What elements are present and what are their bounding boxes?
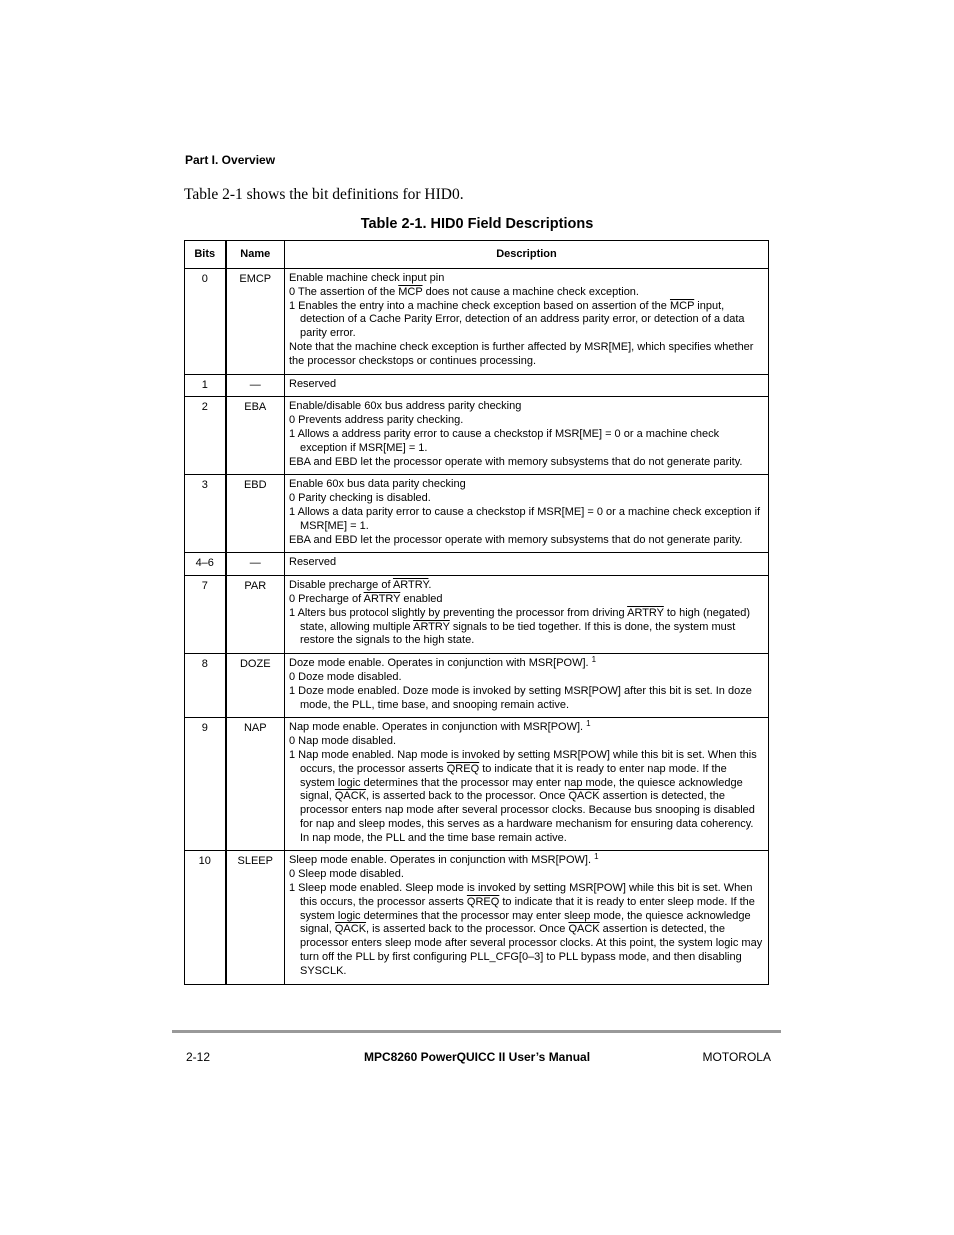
table-row xyxy=(185,553,769,576)
text-segment: to high (negated) state, allowing multiple xyxy=(300,606,751,633)
description-line xyxy=(289,579,764,593)
cell-name: EBA xyxy=(226,397,285,475)
description-line xyxy=(289,882,764,979)
text-segment: enabled xyxy=(400,592,443,605)
text-segment: signals to be tied together. If this is done, the system must restore the signals to the high state. xyxy=(300,620,736,647)
text-segment: 1 Enables the entry into a machine check exception based on assertion of the xyxy=(289,299,670,312)
cell-bits: 8 xyxy=(185,654,226,718)
description-line xyxy=(289,478,764,492)
description-line xyxy=(289,400,764,414)
text-segment: 0 Doze mode disabled. xyxy=(289,670,402,683)
text-segment: Disable precharge of xyxy=(289,579,393,592)
description-line xyxy=(289,671,764,685)
cell-bits: 10 xyxy=(185,851,226,984)
description-line xyxy=(289,593,764,607)
text-segment: 1 Allows a data parity error to cause a checkstop if MSR[ME] = 0 or a machine check exception if MSR[ME] = 1. xyxy=(289,505,761,532)
text-segment: Enable 60x bus data parity checking xyxy=(289,478,466,491)
text-segment: Nap mode enable. Operates in conjunction with MSR[POW]. xyxy=(289,721,587,734)
description-line xyxy=(289,286,764,300)
manual-title: MPC8260 PowerQUICC II User’s Manual xyxy=(363,1050,591,1064)
active-low-signal: $\overline{MCP}$ xyxy=(398,285,423,298)
table-row xyxy=(185,397,769,475)
cell-description xyxy=(285,654,769,718)
column-header-name: Name xyxy=(226,241,285,269)
table-header-row xyxy=(185,241,769,269)
text-segment: 1 Sleep mode enabled. Sleep mode is invoked by setting MSR[POW] while this bit is set. When this occurs, the processor asserts xyxy=(289,882,753,908)
cell-description xyxy=(285,851,769,984)
footnote-marker: 1 xyxy=(594,852,599,862)
cell-description xyxy=(285,397,769,475)
text-segment: . xyxy=(428,579,432,592)
description-line xyxy=(289,341,764,369)
cell-description xyxy=(285,553,769,576)
intro-paragraph: Table 2-1 shows the bit definitions for HID0. xyxy=(184,186,464,203)
text-segment: 0 Precharge of xyxy=(289,592,364,605)
table-row xyxy=(185,576,769,654)
text-segment: to indicate that it is ready to enter sleep mode. If the system logic determines that the processor may enter sleep mode, the quiesce acknowledge signal, xyxy=(300,895,755,936)
text-segment: 0 Prevents address parity checking. xyxy=(289,414,464,427)
description-line xyxy=(289,685,764,713)
text-segment: Reserved xyxy=(289,377,337,390)
footnote-marker: 1 xyxy=(591,655,597,665)
cell-name: — xyxy=(226,374,285,397)
column-header-description: Description xyxy=(285,241,769,269)
text-segment: , is asserted back to the processor. Once xyxy=(366,790,569,803)
table-row xyxy=(185,654,769,718)
cell-description xyxy=(285,475,769,553)
text-segment: 0 The assertion of the xyxy=(289,285,399,298)
text-segment: Note that the machine check exception is further affected by MSR[ME], which specifies whether the processor checkstops or continues processing. xyxy=(289,340,754,367)
active-low-signal: QREQ xyxy=(466,895,500,908)
text-segment: assertion is detected, the processor enters nap mode after several processor clocks. Because bus snooping is disabled for nap and sleep modes, this serves as a hardware mechanism for ensuring data coherency. In nap mode, the PLL and the time base remain active. xyxy=(300,790,755,844)
description-line xyxy=(289,300,764,341)
text-segment: to indicate that it is ready to enter nap mode. If the system logic determines that the processor may enter nap mode, the quiesce acknowledge signal, xyxy=(300,762,743,803)
text-segment: does not cause a machine check exception. xyxy=(422,285,639,298)
text-segment: EBA and EBD let the processor operate with memory subsystems that do not generate parity. xyxy=(289,533,743,546)
active-low-signal: $\overline{MCP}$ xyxy=(669,299,695,312)
text-segment: Enable/disable 60x bus address parity checking xyxy=(289,400,522,413)
text-segment: 1 Allows a address parity error to cause a checkstop if MSR[ME] = 0 or a machine check exception if MSR[ME] = 1. xyxy=(289,427,720,454)
column-header-bits: Bits xyxy=(185,241,226,269)
description-line xyxy=(289,854,764,868)
active-low-signal: ARTRY xyxy=(392,579,429,592)
text-segment: 0 Nap mode disabled. xyxy=(289,735,397,748)
text-segment: assertion is detected, the processor enters sleep mode after several processor clocks. At this point, the system logic may turn off the PLL by first configuring PLL_CFG[0–3] to PLL bypass mode, and then disabling SYSCLK. xyxy=(300,923,763,977)
active-low-signal: ARTRY xyxy=(627,606,664,619)
active-low-signal: ARTRY xyxy=(413,620,450,633)
active-low-signal: QACK xyxy=(568,923,600,936)
cell-description xyxy=(285,576,769,654)
description-line xyxy=(289,607,764,648)
page-number: 2-12 xyxy=(186,1050,211,1064)
text-segment: 1 Nap mode enabled. Nap mode is invoked by setting MSR[POW] while this bit is set. When this occurs, the processor asserts xyxy=(289,748,757,775)
cell-name: DOZE xyxy=(226,654,285,718)
cell-description xyxy=(285,374,769,397)
footer-rule xyxy=(172,1030,781,1033)
text-segment: Doze mode enable. Operates in conjunction with MSR[POW]. xyxy=(289,657,592,670)
text-segment: , is asserted back to the processor. Once xyxy=(366,923,569,936)
cell-name: PAR xyxy=(226,576,285,654)
cell-name: EBD xyxy=(226,475,285,553)
description-line xyxy=(289,456,764,470)
active-low-signal: QACK xyxy=(568,790,600,803)
table-caption: Table 2-1. HID0 Field Descriptions xyxy=(360,216,594,232)
cell-bits: 1 xyxy=(185,374,226,397)
footnote-marker: 1 xyxy=(586,719,591,729)
description-line xyxy=(289,272,764,286)
table-row xyxy=(185,269,769,375)
active-low-signal: ARTRY xyxy=(363,592,401,605)
table-row xyxy=(185,718,769,851)
text-segment: Enable machine check input pin xyxy=(289,272,445,284)
company-name: MOTOROLA xyxy=(702,1050,771,1064)
description-line xyxy=(289,414,764,428)
description-line xyxy=(289,556,764,570)
cell-name: EMCP xyxy=(226,269,285,375)
active-low-signal: QACK xyxy=(334,923,367,936)
cell-name: SLEEP xyxy=(226,851,285,984)
cell-bits: 7 xyxy=(185,576,226,654)
table-row xyxy=(185,475,769,553)
text-segment: 1 Alters bus protocol slightly by preventing the processor from driving xyxy=(289,606,628,619)
table-row xyxy=(185,851,769,984)
description-line xyxy=(289,428,764,456)
running-header: Part I. Overview xyxy=(185,153,276,167)
text-segment: EBA and EBD let the processor operate with memory subsystems that do not generate parity. xyxy=(289,455,743,468)
description-line xyxy=(289,506,764,534)
cell-description xyxy=(285,269,769,375)
cell-bits: 0 xyxy=(185,269,226,375)
description-line xyxy=(289,721,764,735)
text-segment: Reserved xyxy=(289,556,337,569)
cell-description xyxy=(285,718,769,851)
description-line xyxy=(289,534,764,548)
cell-bits: 9 xyxy=(185,718,226,851)
description-line xyxy=(289,868,764,882)
cell-bits: 2 xyxy=(185,397,226,475)
active-low-signal: QREQ xyxy=(446,762,480,775)
active-low-signal: QACK xyxy=(334,790,367,803)
text-segment: input, detection of a Cache Parity Error, detection of an address parity error, or detection of a data parity error. xyxy=(300,299,745,340)
text-segment: 0 Parity checking is disabled. xyxy=(289,492,431,505)
cell-bits: 3 xyxy=(185,475,226,553)
description-line xyxy=(289,735,764,749)
cell-bits: 4–6 xyxy=(185,553,226,576)
description-line xyxy=(289,378,764,392)
hid0-field-table xyxy=(184,240,769,985)
description-line xyxy=(289,657,764,671)
table-row xyxy=(185,374,769,397)
text-segment: 1 Doze mode enabled. Doze mode is invoked by setting MSR[POW] after this bit is set. In doze mode, the PLL, time base, and snooping remain active. xyxy=(289,684,752,711)
text-segment: 0 Sleep mode disabled. xyxy=(289,868,404,881)
description-line xyxy=(289,749,764,846)
text-segment: Sleep mode enable. Operates in conjunction with MSR[POW]. xyxy=(289,854,595,867)
cell-name: NAP xyxy=(226,718,285,851)
description-line xyxy=(289,492,764,506)
cell-name: — xyxy=(226,553,285,576)
